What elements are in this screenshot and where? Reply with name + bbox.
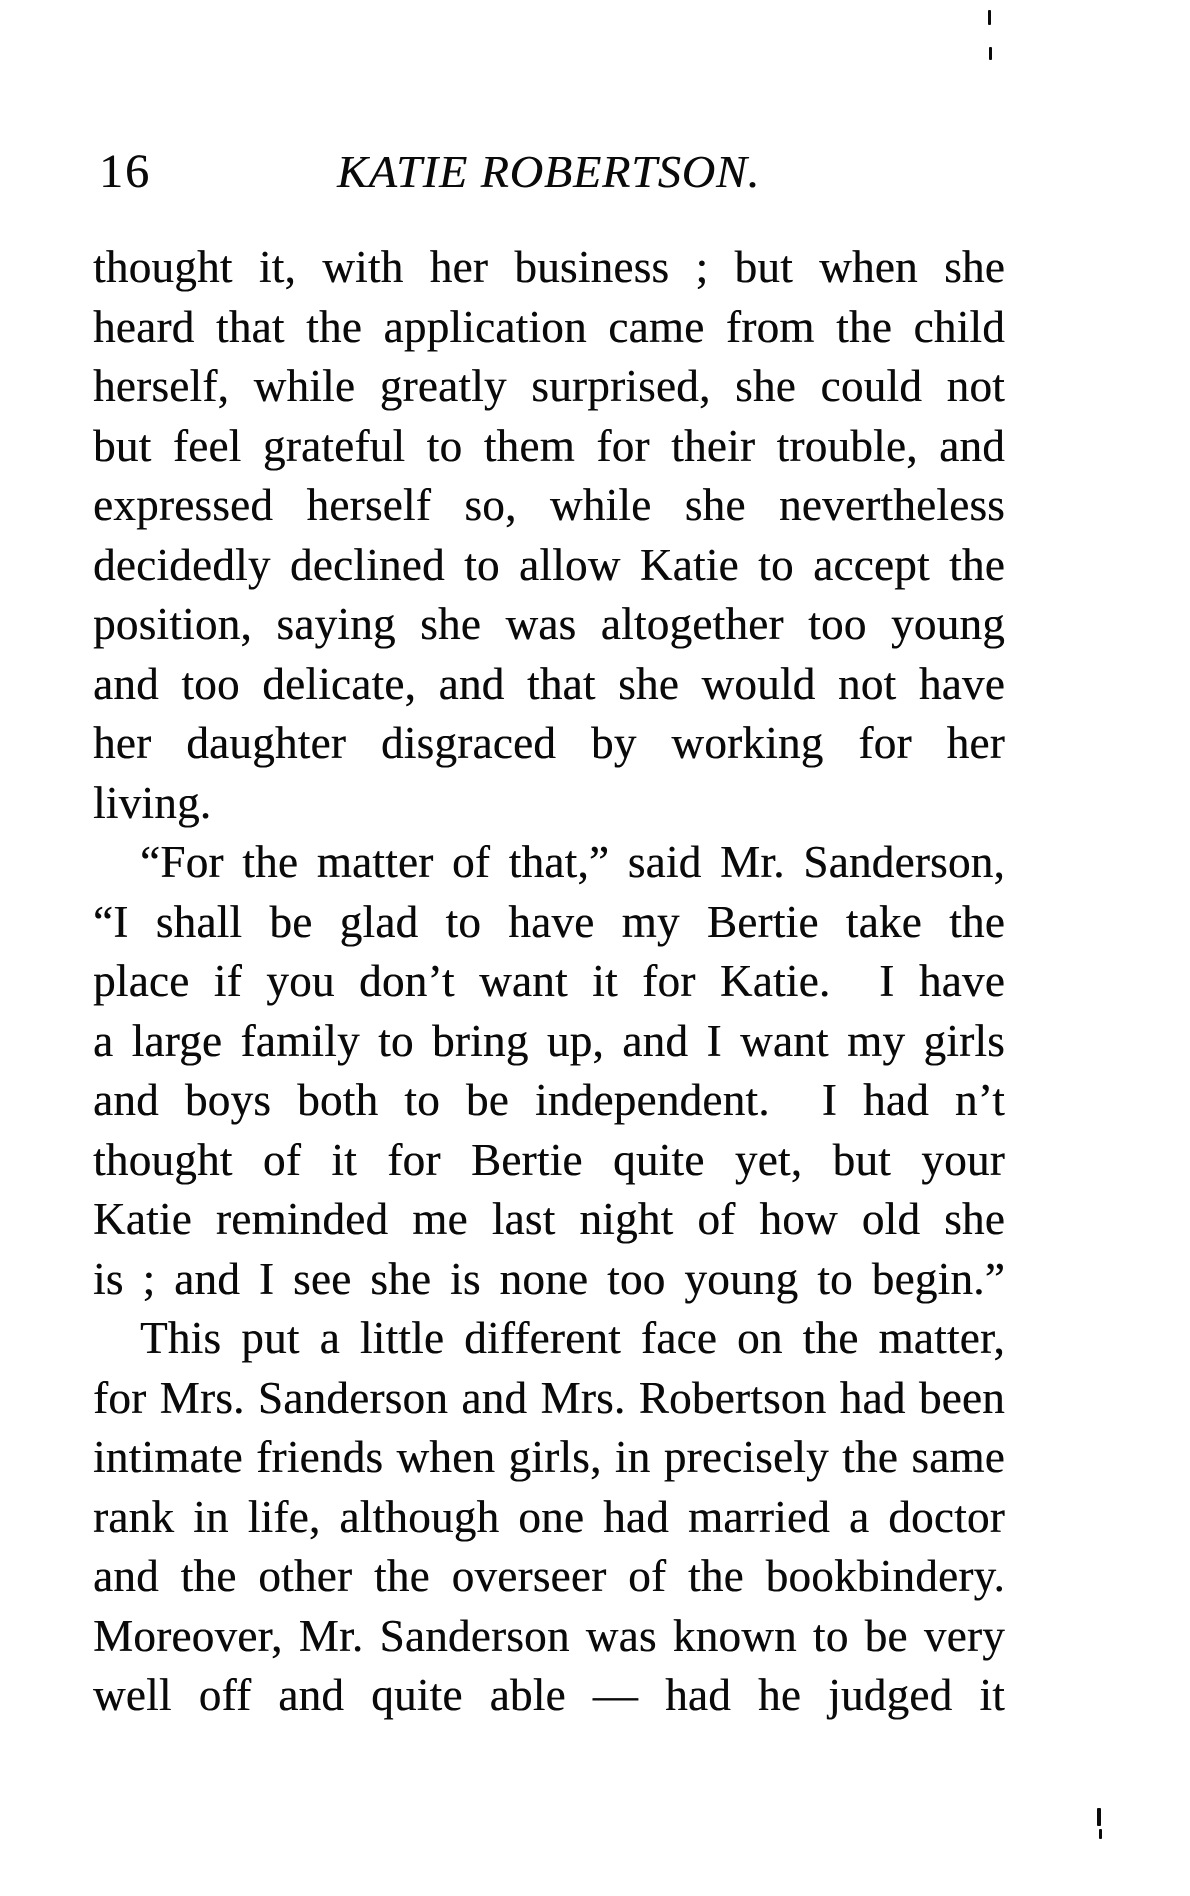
text-line: for Mrs. Sanderson and Mrs. Robertson had been bbox=[93, 1372, 1005, 1423]
paragraph bbox=[93, 1309, 1005, 1726]
text-line: Katie reminded me last night of how old she bbox=[93, 1194, 1005, 1244]
text-line: This put a little different face on the matter, bbox=[140, 1313, 1005, 1363]
text-line: is ; and I see she is none too young to begin.” bbox=[93, 1253, 1005, 1304]
scan-speck bbox=[1099, 1829, 1102, 1839]
running-header: KATIE ROBERTSON. bbox=[337, 146, 761, 197]
scan-speck bbox=[989, 47, 992, 60]
text-line: rank in life, although one had married a doctor bbox=[93, 1491, 1005, 1542]
text-line: expressed herself so, while she nevertheless bbox=[93, 480, 1005, 530]
page-number: 16 bbox=[99, 145, 151, 198]
text-line: place if you don’t want it for Katie. I have bbox=[93, 956, 1005, 1006]
text-line: “For the matter of that,” said Mr. Sanderson, bbox=[140, 837, 1005, 887]
text-line: position, saying she was altogether too young bbox=[93, 599, 1005, 649]
text-line: Moreover, Mr. Sanderson was known to be very bbox=[93, 1610, 1005, 1661]
paragraph bbox=[93, 833, 1005, 1309]
body-text bbox=[93, 238, 1005, 1726]
text-line: herself, while greatly surprised, she could not bbox=[93, 361, 1005, 411]
text-line: “I shall be glad to have my Bertie take the bbox=[93, 896, 1005, 947]
text-line: well off and quite able — had he judged it bbox=[93, 1670, 1005, 1720]
text-line: but feel grateful to them for their trouble, and bbox=[93, 420, 1005, 471]
scan-speck bbox=[1097, 1808, 1101, 1826]
text-line: intimate friends when girls, in precisely the same bbox=[93, 1432, 1005, 1482]
scan-speck bbox=[988, 10, 991, 25]
text-line: thought of it for Bertie quite yet, but your bbox=[93, 1134, 1005, 1185]
text-line: thought it, with her business ; but when she bbox=[93, 242, 1005, 292]
text-line: her daughter disgraced by working for her bbox=[93, 718, 1005, 768]
text-line: and boys both to be independent. I had n’t bbox=[93, 1075, 1005, 1125]
text-line: decidedly declined to allow Katie to accept the bbox=[93, 539, 1005, 590]
paragraph bbox=[93, 238, 1005, 833]
text-line: and too delicate, and that she would not have bbox=[93, 658, 1005, 709]
text-line: living. bbox=[93, 777, 212, 828]
text-line: and the other the overseer of the bookbindery. bbox=[93, 1551, 1005, 1601]
text-line: a large family to bring up, and I want my girls bbox=[93, 1015, 1005, 1066]
text-line: heard that the application came from the child bbox=[93, 301, 1005, 352]
